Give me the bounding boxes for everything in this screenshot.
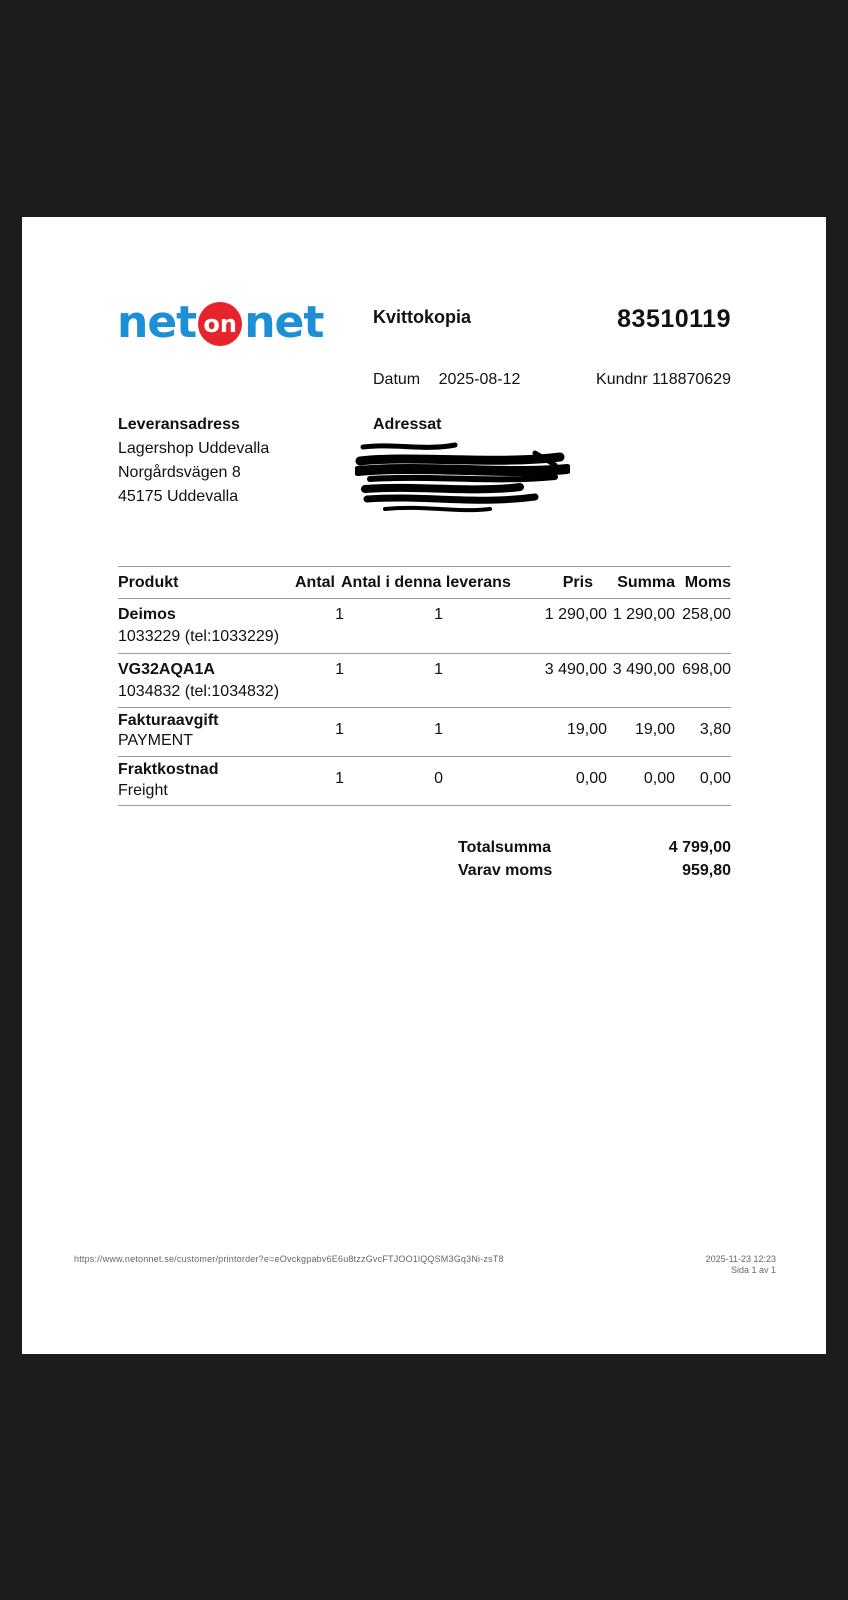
product-name: Deimos [118, 606, 176, 623]
order-number: 83510119 [617, 305, 731, 333]
customer-number-row [596, 371, 731, 389]
vat-cell: 258,00 [682, 606, 731, 623]
date-value: 2025-08-12 [438, 371, 521, 388]
vat-cell: 3,80 [699, 721, 731, 738]
product-sku: Freight [118, 782, 168, 799]
vat-total-label: Varav moms [458, 862, 553, 879]
customer-number-label: Kundnr [596, 371, 648, 388]
delivery-address-line: 45175 Uddevalla [118, 488, 239, 505]
qty-cell: 1 [335, 770, 344, 787]
delivered-cell: 1 [434, 606, 443, 623]
table-header-rule [118, 598, 731, 599]
col-header-qty: Antal [295, 574, 335, 591]
row-rule [118, 707, 731, 708]
logo-text-left: net [117, 296, 197, 348]
customer-number-value: 118870629 [652, 371, 731, 388]
vat-cell: 698,00 [682, 661, 731, 678]
col-header-product: Produkt [118, 574, 179, 591]
footer-url: https://www.netonnet.se/customer/printorder?e=eOvckgpabv6E6u8tzzGvcFTJOO1lQQSM3Gq3Ni-zsT8 [74, 1254, 504, 1264]
col-header-price: Pris [562, 574, 593, 591]
row-rule [118, 756, 731, 757]
total-value: 4 799,00 [668, 839, 731, 856]
recipient-heading: Adressat [373, 416, 442, 433]
table-top-rule [118, 566, 731, 567]
logo-on-badge: on [198, 302, 242, 346]
sum-cell: 1 290,00 [612, 606, 675, 623]
document-title: Kvittokopia [373, 307, 472, 327]
col-header-vat: Moms [684, 574, 731, 591]
sum-cell: 0,00 [643, 770, 675, 787]
table-bottom-rule [118, 805, 731, 806]
delivery-address-line: Lagershop Uddevalla [118, 440, 270, 457]
delivery-address-heading: Leveransadress [118, 416, 240, 433]
footer-timestamp: 2025-11-23 12:23 [705, 1254, 776, 1264]
product-name: Fakturaavgift [118, 712, 219, 729]
recipient-address [373, 413, 441, 437]
row-rule [118, 653, 731, 654]
sum-cell: 19,00 [634, 721, 675, 738]
price-cell: 19,00 [566, 721, 607, 738]
qty-cell: 1 [335, 661, 344, 678]
price-cell: 0,00 [575, 770, 607, 787]
total-label: Totalsumma [458, 839, 552, 856]
delivery-address-line: Norgårdsvägen 8 [118, 464, 241, 481]
price-cell: 3 490,00 [544, 661, 607, 678]
qty-cell: 1 [335, 721, 344, 738]
vat-total-value: 959,80 [682, 862, 731, 879]
vat-cell: 0,00 [699, 770, 731, 787]
logo-text-right: net [244, 296, 324, 348]
date-row [373, 371, 520, 389]
product-sku: 1033229 (tel:1033229) [118, 628, 280, 645]
delivered-cell: 0 [434, 770, 443, 787]
sum-cell: 3 490,00 [612, 661, 675, 678]
product-sku: 1034832 (tel:1034832) [118, 683, 280, 700]
col-header-sum: Summa [617, 574, 675, 591]
delivered-cell: 1 [434, 721, 443, 738]
footer-page-number: Sida 1 av 1 [730, 1265, 776, 1275]
delivery-address [118, 413, 269, 509]
delivered-cell: 1 [434, 661, 443, 678]
qty-cell: 1 [335, 606, 344, 623]
price-cell: 1 290,00 [544, 606, 607, 623]
date-label: Datum [373, 371, 421, 388]
product-name: VG32AQA1A [118, 661, 215, 678]
footer-meta [706, 1254, 776, 1276]
receipt-page [22, 217, 826, 1354]
product-sku: PAYMENT [118, 732, 193, 749]
redaction-scribble [355, 435, 570, 515]
product-name: Fraktkostnad [118, 761, 219, 778]
col-header-delivered: Antal i denna leverans [341, 574, 511, 591]
netonnet-logo [117, 297, 323, 347]
